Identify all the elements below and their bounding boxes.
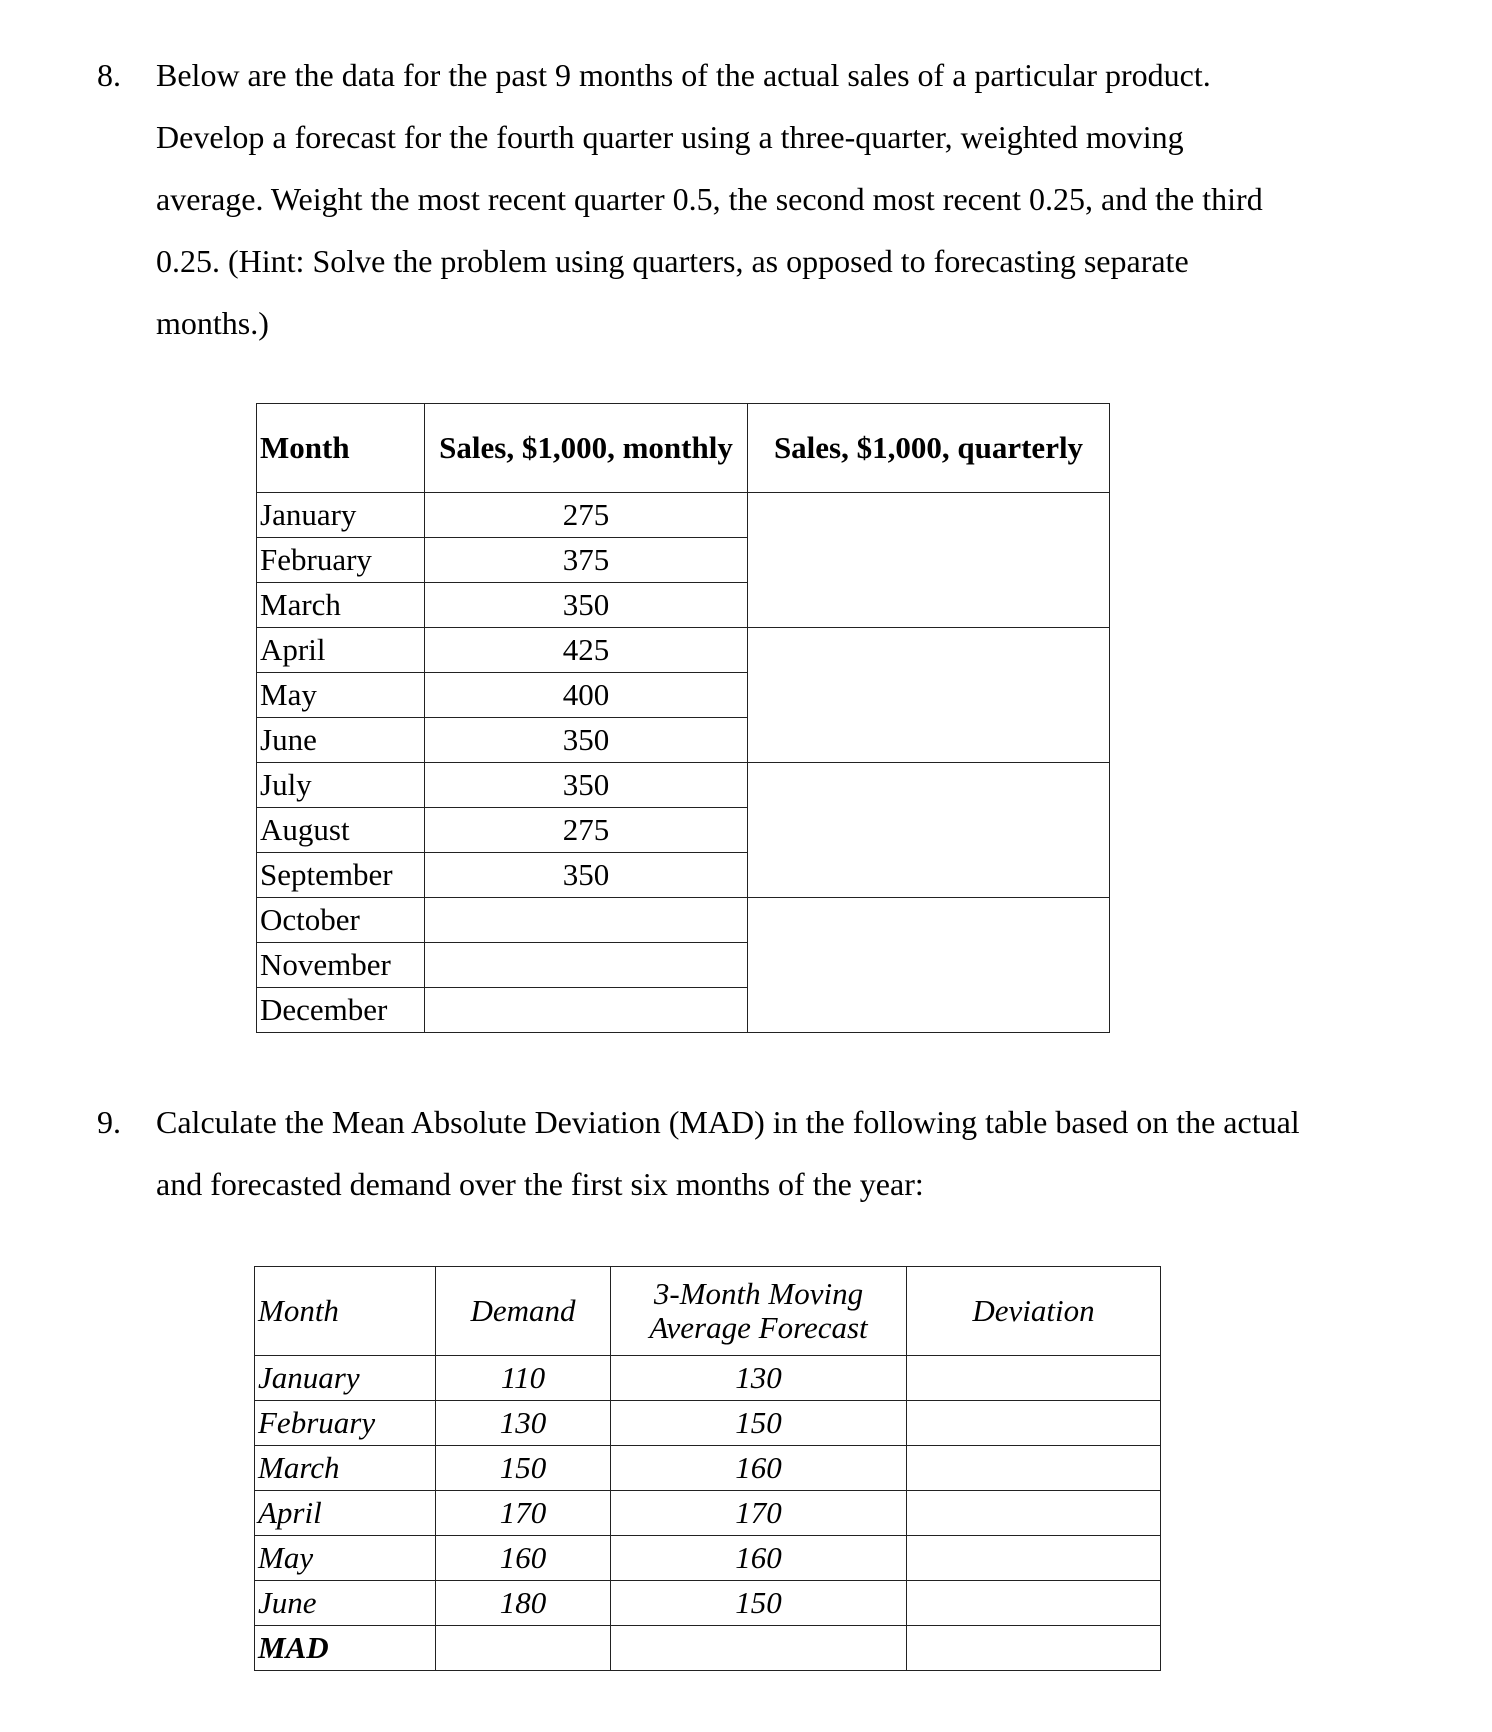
header-forecast: 3-Month Moving Average Forecast — [611, 1267, 907, 1356]
demand-cell: 160 — [436, 1536, 611, 1581]
mad-table — [254, 1266, 1161, 1671]
header-month: Month — [257, 404, 425, 493]
monthly-sales-cell: 400 — [425, 673, 748, 718]
header-demand: Demand — [436, 1267, 611, 1356]
mad-label: MAD — [255, 1626, 436, 1671]
header-deviation: Deviation — [907, 1267, 1161, 1356]
month-cell: February — [257, 538, 425, 583]
text-line: Calculate the Mean Absolute Deviation (MAD) in the following table based on the actual — [156, 1104, 1300, 1140]
question-number: 8. — [97, 57, 121, 93]
month-cell: January — [255, 1356, 436, 1401]
monthly-sales-cell — [425, 898, 748, 943]
question-number: 9. — [97, 1104, 121, 1140]
mad-value-cell[interactable] — [907, 1626, 1161, 1671]
month-cell: April — [255, 1491, 436, 1536]
table-row — [255, 1356, 1161, 1401]
table-row — [255, 1401, 1161, 1446]
deviation-cell[interactable] — [907, 1356, 1161, 1401]
month-cell: August — [257, 808, 425, 853]
month-cell: March — [255, 1446, 436, 1491]
demand-cell: 110 — [436, 1356, 611, 1401]
monthly-sales-cell: 275 — [425, 808, 748, 853]
quarterly-sales-cell[interactable] — [748, 763, 1110, 898]
mad-forecast-cell[interactable] — [611, 1626, 907, 1671]
month-cell: November — [257, 943, 425, 988]
month-cell: April — [257, 628, 425, 673]
deviation-cell[interactable] — [907, 1581, 1161, 1626]
monthly-sales-cell: 350 — [425, 718, 748, 763]
monthly-sales-cell: 425 — [425, 628, 748, 673]
forecast-cell: 150 — [611, 1401, 907, 1446]
deviation-cell[interactable] — [907, 1401, 1161, 1446]
forecast-cell: 170 — [611, 1491, 907, 1536]
month-cell: June — [255, 1581, 436, 1626]
demand-cell: 150 — [436, 1446, 611, 1491]
text-line: 0.25. (Hint: Solve the problem using quarters, as opposed to forecasting separate — [156, 243, 1189, 279]
table-row — [255, 1491, 1161, 1536]
month-cell: March — [257, 583, 425, 628]
deviation-cell[interactable] — [907, 1446, 1161, 1491]
monthly-sales-table — [256, 403, 1110, 1033]
table-row — [255, 1581, 1161, 1626]
text-line: months.) — [156, 305, 269, 341]
demand-cell: 180 — [436, 1581, 611, 1626]
month-cell: May — [257, 673, 425, 718]
month-cell: January — [257, 493, 425, 538]
month-cell: May — [255, 1536, 436, 1581]
deviation-cell[interactable] — [907, 1491, 1161, 1536]
month-cell: July — [257, 763, 425, 808]
forecast-cell: 150 — [611, 1581, 907, 1626]
forecast-cell: 160 — [611, 1446, 907, 1491]
quarterly-sales-cell[interactable] — [748, 628, 1110, 763]
text-line: average. Weight the most recent quarter 0.5, the second most recent 0.25, and the third — [156, 181, 1263, 217]
month-cell: December — [257, 988, 425, 1033]
month-cell: September — [257, 853, 425, 898]
header-monthly: Sales, $1,000, monthly — [425, 404, 748, 493]
table-row — [255, 1536, 1161, 1581]
demand-cell: 170 — [436, 1491, 611, 1536]
mad-demand-cell[interactable] — [436, 1626, 611, 1671]
text-line: Develop a forecast for the fourth quarter using a three-quarter, weighted moving — [156, 119, 1184, 155]
mad-row — [255, 1626, 1161, 1671]
text-line: Below are the data for the past 9 months of the actual sales of a particular product. — [156, 57, 1211, 93]
monthly-sales-cell: 350 — [425, 853, 748, 898]
quarterly-sales-cell[interactable] — [748, 493, 1110, 628]
table-row — [257, 628, 1110, 673]
header-quarterly: Sales, $1,000, quarterly — [748, 404, 1110, 493]
text-line: and forecasted demand over the first six months of the year: — [156, 1166, 924, 1202]
forecast-cell: 130 — [611, 1356, 907, 1401]
month-cell: February — [255, 1401, 436, 1446]
monthly-sales-cell: 350 — [425, 763, 748, 808]
table-row — [255, 1446, 1161, 1491]
table-row — [257, 898, 1110, 943]
monthly-sales-cell: 275 — [425, 493, 748, 538]
table-row — [257, 763, 1110, 808]
deviation-cell[interactable] — [907, 1536, 1161, 1581]
header-month: Month — [255, 1267, 436, 1356]
demand-cell: 130 — [436, 1401, 611, 1446]
monthly-sales-cell: 375 — [425, 538, 748, 583]
table-row — [257, 493, 1110, 538]
forecast-cell: 160 — [611, 1536, 907, 1581]
quarterly-sales-cell[interactable] — [748, 898, 1110, 1033]
monthly-sales-cell — [425, 943, 748, 988]
month-cell: October — [257, 898, 425, 943]
monthly-sales-cell: 350 — [425, 583, 748, 628]
monthly-sales-cell — [425, 988, 748, 1033]
month-cell: June — [257, 718, 425, 763]
